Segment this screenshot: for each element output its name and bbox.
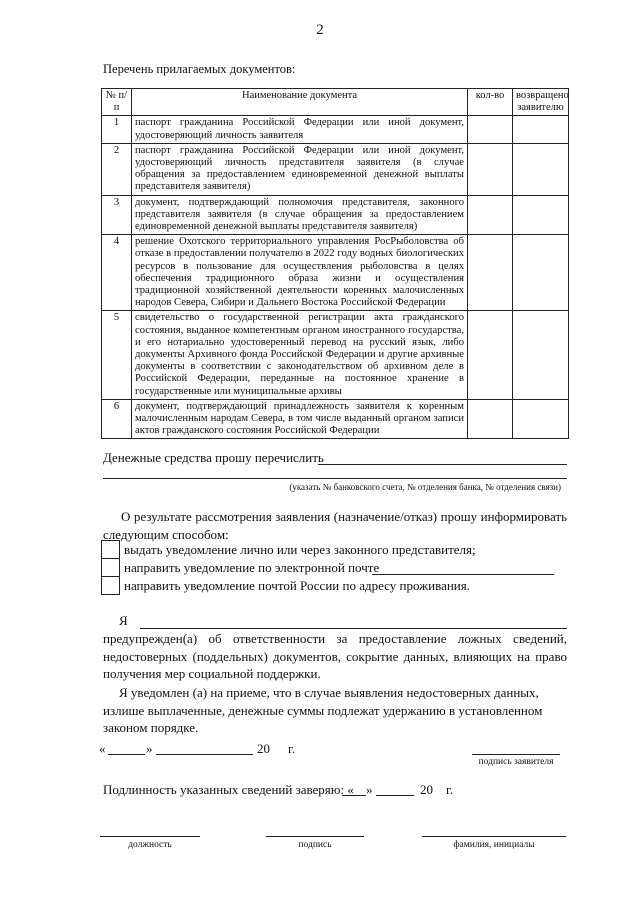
declaration-i: Я <box>119 613 128 628</box>
position-field[interactable] <box>100 836 200 837</box>
table-row <box>102 311 569 399</box>
row-returned-cell[interactable] <box>513 195 569 235</box>
notify-email-input[interactable] <box>372 574 554 575</box>
certify-label: Подлинность указанных сведений заверяю: « <box>103 782 354 797</box>
certifier-signature-field[interactable] <box>266 836 364 837</box>
certify-year-prefix: 20 <box>420 782 433 797</box>
header-returned: возвращено заявителю <box>513 89 569 116</box>
date-close-quote: » <box>146 741 153 756</box>
position-caption: должность <box>128 840 172 850</box>
table-row <box>102 195 569 235</box>
certify-month-field[interactable] <box>376 795 414 796</box>
notify-post-checkbox[interactable] <box>101 576 120 595</box>
page-number: 2 <box>316 22 324 38</box>
row-name: свидетельство о государственной регистрации акта гражданского состояния, выданное компетентным органом иностранного государства, и его нотариально удостоверенный перевод на русский язык, либо документы Архивного фонда Российской Федерации и другие архивные документы в соответствии с законодательством об архивном деле в Российской Федерации, переданные на постоянное хранение в государственные или муниципальные архивы <box>132 311 468 399</box>
payment-account-field[interactable] <box>318 464 567 465</box>
row-qty-cell[interactable] <box>468 235 513 311</box>
header-num: № п/п <box>102 89 132 116</box>
table-row <box>102 116 569 143</box>
payment-account-field-line2[interactable] <box>103 478 567 479</box>
row-qty-cell[interactable] <box>468 116 513 143</box>
row-num: 4 <box>102 235 132 311</box>
row-returned-cell[interactable] <box>513 399 569 439</box>
date-month-field[interactable] <box>156 754 253 755</box>
table-row <box>102 399 569 439</box>
certifier-name-field[interactable] <box>422 836 566 837</box>
row-num: 1 <box>102 116 132 143</box>
notify-post-label: направить уведомление почтой России по адресу проживания. <box>124 578 470 593</box>
row-name: паспорт гражданина Российской Федерации или иной документ, удостоверяющий личность представителя заявителя (в случае обращения за предоставлением единовременной денежной выплаты представителя заявителя) <box>132 143 468 195</box>
header-qty: кол-во <box>468 89 513 116</box>
row-qty-cell[interactable] <box>468 143 513 195</box>
row-num: 5 <box>102 311 132 399</box>
declaration-warned: предупрежден(а) об ответственности за предоставление ложных сведений, недостоверных (поддельных) документов, сокрытие данных, влияющих на право получения мер социальной поддержки. <box>103 631 567 681</box>
documents-list-title: Перечень прилагаемых документов: <box>103 62 296 76</box>
applicant-name-field[interactable] <box>140 628 567 629</box>
row-num: 6 <box>102 399 132 439</box>
row-qty-cell[interactable] <box>468 311 513 399</box>
documents-table <box>101 88 569 439</box>
certifier-name-caption: фамилия, инициалы <box>453 840 535 850</box>
row-qty-cell[interactable] <box>468 399 513 439</box>
row-num: 3 <box>102 195 132 235</box>
declaration-informed: Я уведомлен (а) на приеме, что в случае выявления недостоверных данных, излише выплаченные, денежные суммы подлежат удержанию в установленном законом порядке. <box>103 685 543 735</box>
applicant-signature-field[interactable] <box>472 754 560 755</box>
table-header-row <box>102 89 569 116</box>
payment-label: Денежные средства прошу перечислить <box>103 450 324 465</box>
row-name: документ, подтверждающий полномочия представителя, законного представителя заявителя (в случае обращения за предоставлением единовременной денежной выплаты представителя заявителя) <box>132 195 468 235</box>
certify-day-field[interactable] <box>342 795 366 796</box>
applicant-signature-caption: подпись заявителя <box>478 757 554 767</box>
date-year-suffix: г. <box>288 741 296 756</box>
row-name: паспорт гражданина Российской Федерации или иной документ, удостоверяющий личность заявителя <box>132 116 468 143</box>
row-returned-cell[interactable] <box>513 143 569 195</box>
date-year-prefix: 20 <box>257 741 270 756</box>
row-qty-cell[interactable] <box>468 195 513 235</box>
certifier-signature-caption: подпись <box>298 840 332 850</box>
date-day-field[interactable] <box>108 754 145 755</box>
payment-hint: (указать № банковского счета, № отделения банка, № отделения связи) <box>289 482 561 492</box>
table-row <box>102 143 569 195</box>
row-num: 2 <box>102 143 132 195</box>
row-name: решение Охотского территориального управления РосРыболовства об отказе в предоставлении получателю в 2022 году водных биологических ресурсов в пользование для осуществления рыболовства в целях обеспечения традиционного образа жизни и осуществления традиционной хозяйственной деятельности коренных малочисленных народов Севера, Сибири и Дальнего Востока Российской Федерации <box>132 235 468 311</box>
row-returned-cell[interactable] <box>513 235 569 311</box>
table-row <box>102 235 569 311</box>
notify-in-person-label: выдать уведомление лично или через законного представителя; <box>124 542 476 557</box>
row-returned-cell[interactable] <box>513 311 569 399</box>
certify-close-quote: » <box>366 782 373 797</box>
notify-email-label: направить уведомление по электронной почте <box>124 560 380 575</box>
certify-year-suffix: г. <box>446 782 454 797</box>
date-open-quote: « <box>99 741 106 756</box>
header-name: Наименование документа <box>132 89 468 116</box>
row-name: документ, подтверждающий принадлежность заявителя к коренным малочисленным народам Севера, в том числе выданный органом записи актов гражданского состояния Российской Федерации <box>132 399 468 439</box>
row-returned-cell[interactable] <box>513 116 569 143</box>
notify-in-person-checkbox[interactable] <box>101 540 120 559</box>
notify-email-checkbox[interactable] <box>101 558 120 577</box>
notification-intro: О результате рассмотрения заявления (назначение/отказ) прошу информировать следующим способом: <box>103 509 567 542</box>
